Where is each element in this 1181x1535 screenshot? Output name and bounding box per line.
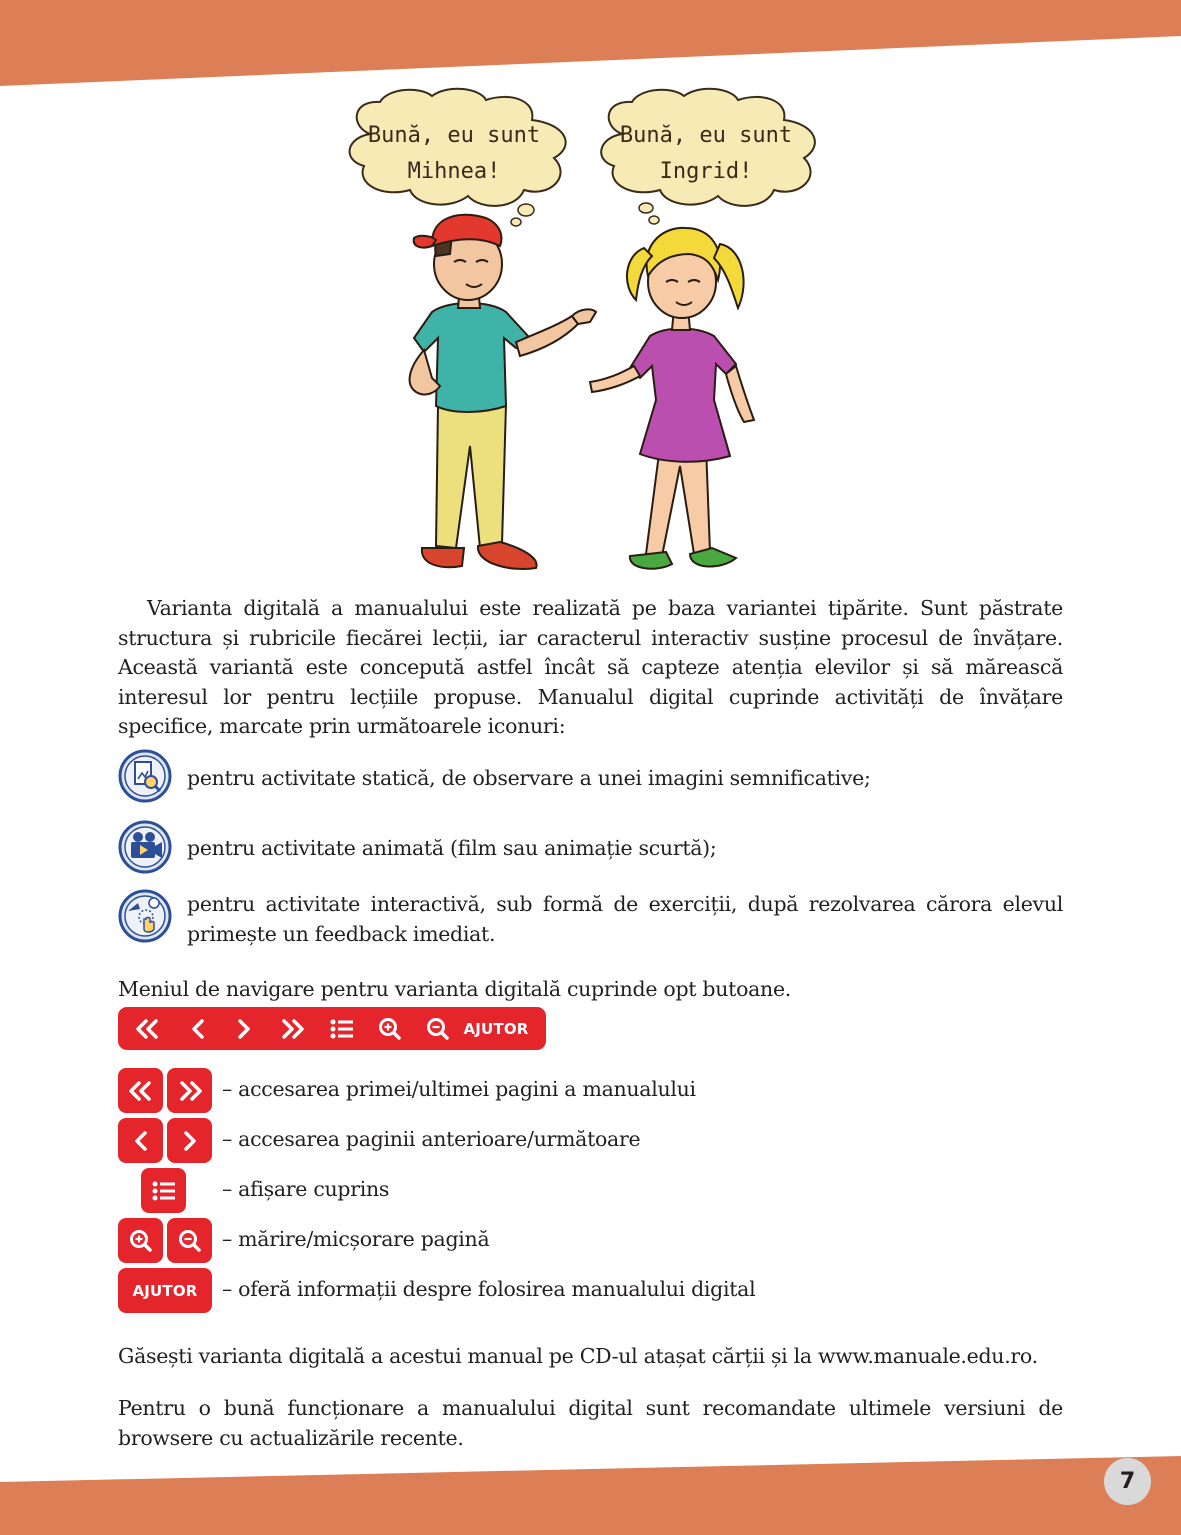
first-page-button[interactable] bbox=[118, 1068, 163, 1113]
next-page-button[interactable] bbox=[167, 1118, 212, 1163]
legend-prev-next bbox=[118, 1118, 1063, 1164]
activity-static-row bbox=[118, 749, 1063, 807]
browser-recommendation-paragraph: Pentru o bună funcționare a manualului digital sunt recomandate ultimele versiuni de browsere cu actualizările recente. bbox=[118, 1396, 1063, 1450]
legend-help bbox=[118, 1268, 1063, 1314]
nav-intro-text: Meniul de navigare pentru varianta digitală cuprinde opt butoane. bbox=[118, 977, 792, 1001]
help-legend-label: AJUTOR bbox=[132, 1281, 198, 1300]
characters-illustration bbox=[340, 86, 840, 586]
activity-animated-text: pentru activitate animată (film sau animație scurtă); bbox=[187, 836, 717, 860]
digital-version-paragraph: Găsești varianta digitală a acestui manual pe CD-ul atașat cărții și la www.manuale.edu.ro. bbox=[118, 1344, 1038, 1368]
intro-paragraph: Varianta digitală a manualului este realizată pe baza variantei tipărite. Sunt păstrate structura și rubricile fiecărei lecții, iar caracterul interactiv susține procesul de învățare. Această variantă este concepută astfel încât să capteze atenția elevilor și să mărească interesul lor pentru lecțiile propuse. Manualul digital cuprinde activități de învățare specifice, marcate prin următoarele iconuri: bbox=[118, 596, 1063, 738]
navigation-bar bbox=[118, 1007, 546, 1050]
help-legend-button[interactable] bbox=[118, 1268, 212, 1313]
bubble-left-line2: Mihnea! bbox=[407, 159, 501, 184]
bubble-right-line1: Bună, eu sunt bbox=[619, 123, 793, 148]
legend-zoom-text: – mărire/micșorare pagină bbox=[222, 1227, 490, 1251]
contents-button[interactable] bbox=[141, 1168, 186, 1213]
girl-figure bbox=[590, 228, 754, 569]
chevron-right-icon bbox=[180, 1130, 200, 1152]
thought-bubble-right bbox=[601, 89, 815, 224]
static-image-icon bbox=[118, 749, 172, 803]
chevron-left-icon bbox=[131, 1130, 151, 1152]
bottom-band bbox=[0, 1452, 1181, 1535]
help-button[interactable] bbox=[458, 1007, 534, 1050]
double-chevron-right-icon bbox=[176, 1080, 204, 1102]
legend-help-text: – oferă informații despre folosirea manualului digital bbox=[222, 1277, 756, 1301]
double-chevron-left-icon[interactable] bbox=[130, 1007, 166, 1050]
help-button-label: AJUTOR bbox=[463, 1019, 529, 1038]
zoom-out-icon[interactable] bbox=[420, 1007, 456, 1050]
last-page-button[interactable] bbox=[167, 1068, 212, 1113]
legend-first-last bbox=[118, 1068, 1063, 1114]
boy-figure bbox=[410, 215, 596, 569]
list-icon[interactable] bbox=[324, 1007, 360, 1050]
chevron-right-icon[interactable] bbox=[228, 1007, 260, 1050]
video-camera-icon bbox=[118, 820, 172, 874]
zoom-out-icon bbox=[178, 1229, 202, 1253]
list-icon bbox=[151, 1180, 177, 1202]
previous-page-button[interactable] bbox=[118, 1118, 163, 1163]
bubble-right-line2: Ingrid! bbox=[659, 159, 753, 184]
legend-prev-next-text: – accesarea paginii anterioare/următoare bbox=[222, 1127, 641, 1151]
bubble-left-line1: Bună, eu sunt bbox=[367, 123, 541, 148]
legend-contents bbox=[118, 1168, 1063, 1214]
double-chevron-right-icon[interactable] bbox=[274, 1007, 310, 1050]
zoom-in-button[interactable] bbox=[118, 1218, 163, 1263]
activity-static-text: pentru activitate statică, de observare a unei imagini semnificative; bbox=[187, 766, 871, 790]
double-chevron-left-icon bbox=[127, 1080, 155, 1102]
legend-zoom bbox=[118, 1218, 1063, 1264]
page-number: 7 bbox=[1104, 1458, 1151, 1505]
thought-bubble-left bbox=[350, 89, 566, 226]
activity-animated-row bbox=[118, 820, 1063, 878]
legend-first-last-text: – accesarea primei/ultimei pagini a manualului bbox=[222, 1077, 696, 1101]
legend-contents-text: – afișare cuprins bbox=[222, 1177, 390, 1201]
activity-interactive-row bbox=[118, 889, 1063, 949]
zoom-in-icon[interactable] bbox=[372, 1007, 408, 1050]
activity-interactive-text: pentru activitate interactivă, sub formă de exerciții, după rezolvarea cărora elevul primește un feedback imediat. bbox=[187, 892, 1063, 946]
zoom-out-button[interactable] bbox=[167, 1218, 212, 1263]
interactive-touch-icon bbox=[118, 889, 172, 943]
chevron-left-icon[interactable] bbox=[182, 1007, 214, 1050]
zoom-in-icon bbox=[129, 1229, 153, 1253]
top-band bbox=[0, 0, 1181, 90]
